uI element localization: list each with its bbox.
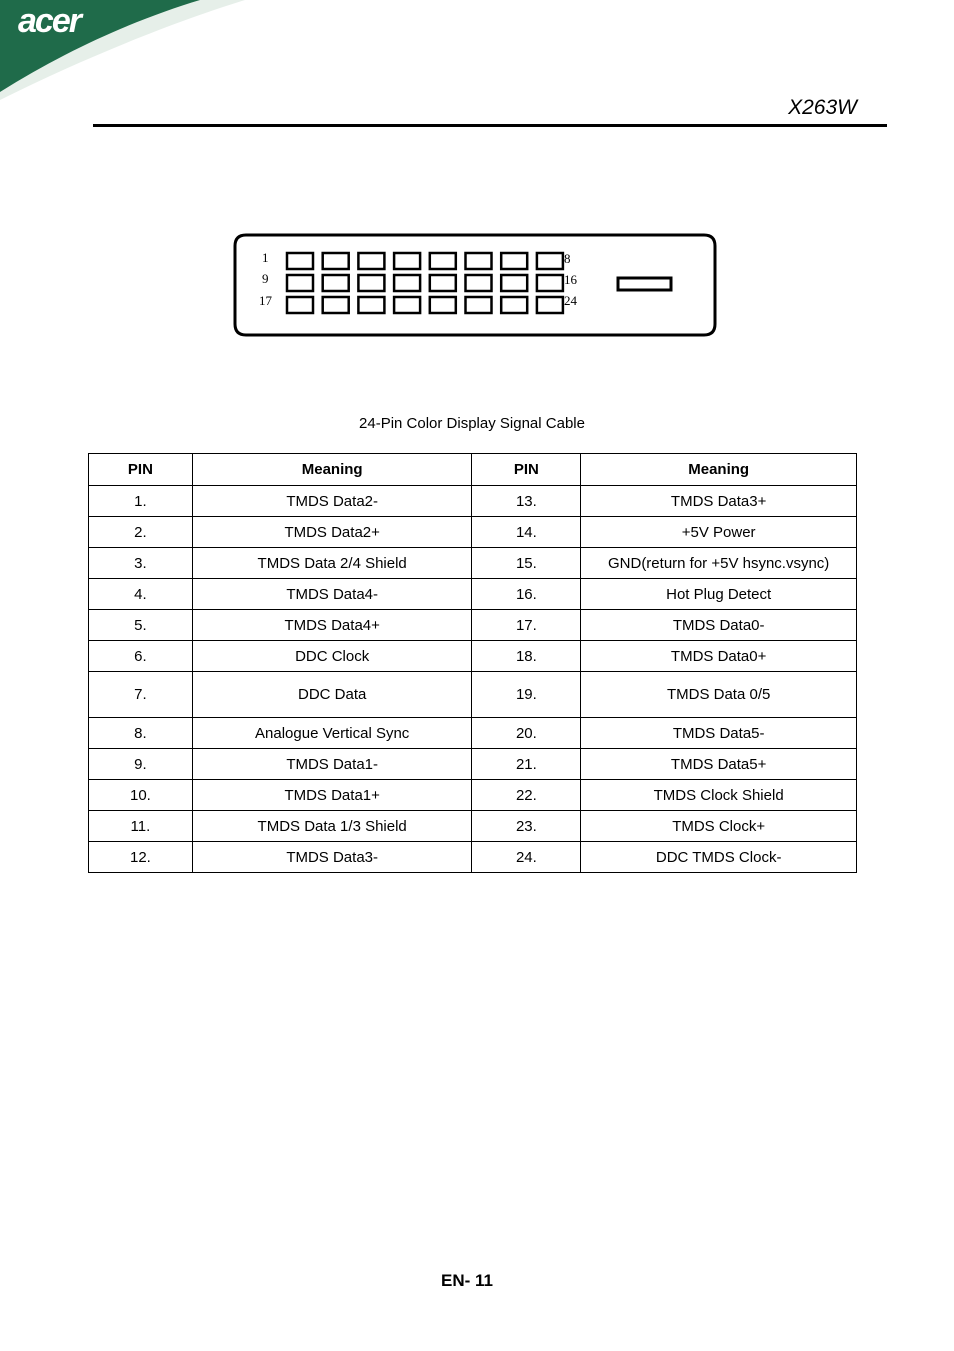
table-header-row [89, 454, 857, 486]
header-pin-left: PIN [89, 454, 193, 486]
table-row [89, 672, 857, 718]
connector-pin [287, 275, 313, 291]
pin-number-cell: 14. [472, 517, 581, 548]
connector-pin [501, 275, 527, 291]
pin-number-cell: 22. [472, 780, 581, 811]
row-label-17: 17 [259, 293, 272, 308]
pin-meaning-cell: DDC TMDS Clock- [581, 842, 857, 873]
pin-meaning-cell: Analogue Vertical Sync [192, 718, 472, 749]
connector-pin [358, 253, 384, 269]
acer-logo: acer [18, 2, 80, 40]
pin-meaning-cell: TMDS Data3+ [581, 486, 857, 517]
pin-number-cell: 8. [89, 718, 193, 749]
pin-meaning-cell: TMDS Data 2/4 Shield [192, 548, 472, 579]
pin-meaning-cell: Hot Plug Detect [581, 579, 857, 610]
pin-meaning-cell: TMDS Data1+ [192, 780, 472, 811]
pin-meaning-cell: TMDS Clock Shield [581, 780, 857, 811]
pin-number-cell: 18. [472, 641, 581, 672]
table-row [89, 579, 857, 610]
pin-number-cell: 12. [89, 842, 193, 873]
pin-number-cell: 20. [472, 718, 581, 749]
pin-number-cell: 10. [89, 780, 193, 811]
connector-pin [501, 253, 527, 269]
table-row [89, 811, 857, 842]
pin-meaning-cell: TMDS Data0+ [581, 641, 857, 672]
connector-pin [323, 275, 349, 291]
pin-meaning-cell: TMDS Data 1/3 Shield [192, 811, 472, 842]
pin-meaning-cell: DDC Clock [192, 641, 472, 672]
table-row [89, 486, 857, 517]
connector-pin [287, 297, 313, 313]
connector-pin [537, 297, 563, 313]
pin-number-cell: 4. [89, 579, 193, 610]
row-label-9: 9 [262, 271, 269, 286]
pin-number-cell: 13. [472, 486, 581, 517]
pin-meaning-cell: TMDS Data4- [192, 579, 472, 610]
pin-meaning-cell: TMDS Data 0/5 [581, 672, 857, 718]
pin-number-cell: 1. [89, 486, 193, 517]
connector-pin [537, 253, 563, 269]
model-title: X263W [788, 96, 857, 119]
pin-number-cell: 15. [472, 548, 581, 579]
pin-number-cell: 3. [89, 548, 193, 579]
pin-meaning-cell: TMDS Data2+ [192, 517, 472, 548]
row-label-1: 1 [262, 250, 269, 265]
ground-blade [618, 278, 671, 290]
header-meaning-right: Meaning [581, 454, 857, 486]
pin-meaning-cell: GND(return for +5V hsync.vsync) [581, 548, 857, 579]
connector-pin [394, 275, 420, 291]
pin-number-cell: 24. [472, 842, 581, 873]
connector-pin [466, 297, 492, 313]
table-row [89, 718, 857, 749]
connector-pin [358, 275, 384, 291]
dvi-connector-diagram [232, 232, 718, 338]
row-label-24: 24 [564, 293, 577, 308]
table-row [89, 842, 857, 873]
pin-number-cell: 7. [89, 672, 193, 718]
row-label-16: 16 [564, 272, 577, 287]
pin-number-cell: 17. [472, 610, 581, 641]
pin-number-cell: 2. [89, 517, 193, 548]
pin-meaning-cell: TMDS Clock+ [581, 811, 857, 842]
pin-grid [287, 253, 563, 313]
connector-pin [501, 297, 527, 313]
pin-number-cell: 19. [472, 672, 581, 718]
table-row [89, 780, 857, 811]
pin-number-cell: 21. [472, 749, 581, 780]
table-row [89, 548, 857, 579]
table-row [89, 749, 857, 780]
connector-pin [287, 253, 313, 269]
table-row [89, 610, 857, 641]
connector-pin [430, 297, 456, 313]
pin-meaning-cell: DDC Data [192, 672, 472, 718]
connector-pin [537, 275, 563, 291]
page-number: EN- 11 [441, 1271, 493, 1290]
connector-pin [323, 297, 349, 313]
pin-number-cell: 16. [472, 579, 581, 610]
connector-pin [323, 253, 349, 269]
connector-pin [430, 253, 456, 269]
connector-pin [394, 297, 420, 313]
pin-meaning-cell: TMDS Data1- [192, 749, 472, 780]
pin-meaning-cell: TMDS Data5- [581, 718, 857, 749]
pin-number-cell: 9. [89, 749, 193, 780]
pin-meaning-cell: TMDS Data2- [192, 486, 472, 517]
pin-meaning-cell: +5V Power [581, 517, 857, 548]
table-row [89, 641, 857, 672]
pin-number-cell: 23. [472, 811, 581, 842]
pin-number-cell: 5. [89, 610, 193, 641]
header-pin-right: PIN [472, 454, 581, 486]
table-row [89, 517, 857, 548]
pin-meaning-cell: TMDS Data4+ [192, 610, 472, 641]
pin-number-cell: 6. [89, 641, 193, 672]
connector-pin [358, 297, 384, 313]
pin-meaning-cell: TMDS Data3- [192, 842, 472, 873]
pin-number-cell: 11. [89, 811, 193, 842]
pin-meaning-cell: TMDS Data0- [581, 610, 857, 641]
pin-meaning-cell: TMDS Data5+ [581, 749, 857, 780]
figure-caption: 24-Pin Color Display Signal Cable [359, 415, 585, 432]
row-label-8: 8 [564, 251, 571, 266]
pin-assignment-table [88, 453, 857, 873]
connector-pin [394, 253, 420, 269]
header-divider [93, 124, 887, 127]
header-meaning-left: Meaning [192, 454, 472, 486]
connector-pin [466, 275, 492, 291]
connector-pin [430, 275, 456, 291]
connector-pin [466, 253, 492, 269]
